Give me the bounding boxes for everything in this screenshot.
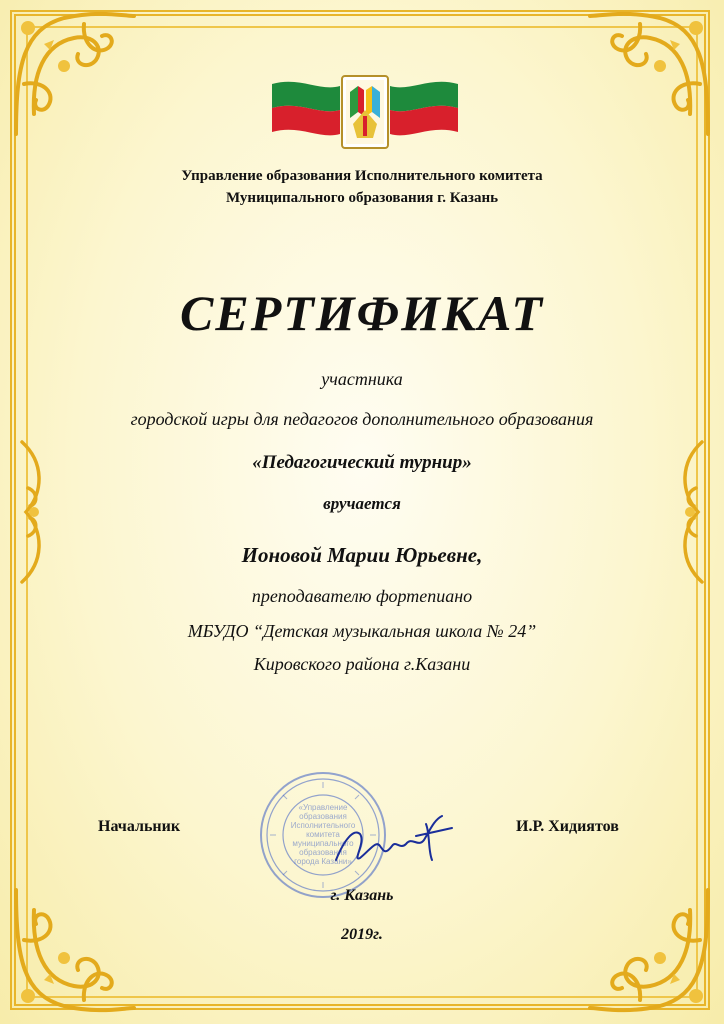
stamp-text-line: комитета bbox=[306, 830, 340, 839]
issuer-line-1: Управление образования Исполнительного комитета bbox=[181, 168, 543, 184]
recipient-district: Кировского района г.Казани bbox=[253, 654, 471, 674]
event-description: городской игры для педагогов дополнительного образования bbox=[130, 409, 594, 429]
recipient-school: МБУДО “Детская музыкальная школа № 24” bbox=[187, 621, 537, 641]
recipient-position: преподавателю фортепиано bbox=[251, 586, 473, 606]
signatory-name: И.Р. Хидиятов bbox=[516, 818, 619, 835]
signature-icon bbox=[330, 810, 460, 870]
year: 2019г. bbox=[341, 926, 383, 943]
issuer-line-2: Муниципального образования г. Казань bbox=[225, 190, 499, 206]
ornament-corner-icon bbox=[4, 4, 144, 144]
ornament-corner-icon bbox=[580, 4, 720, 144]
awarded-label: вручается bbox=[323, 494, 401, 513]
signatory-role: Начальник bbox=[98, 818, 181, 835]
certificate-title: СЕРТИФИКАТ bbox=[180, 285, 544, 341]
kazan-emblem-icon bbox=[342, 76, 388, 148]
stamp-text-line: города Казани» bbox=[294, 857, 352, 866]
event-name: «Педагогический турнир» bbox=[252, 452, 472, 473]
stamp-text-line: муниципального bbox=[292, 839, 354, 848]
stamp-text-line: образования bbox=[299, 848, 347, 857]
participant-label: участника bbox=[321, 369, 403, 389]
tatarstan-flag-icon bbox=[270, 72, 460, 152]
stamp-text-line: «Управление bbox=[298, 803, 348, 812]
stamp-text-line: образования bbox=[299, 812, 347, 821]
city: г. Казань bbox=[330, 887, 394, 904]
recipient-name: Ионовой Марии Юрьевне, bbox=[241, 543, 483, 567]
stamp-text-line: Исполнительного bbox=[290, 821, 356, 830]
